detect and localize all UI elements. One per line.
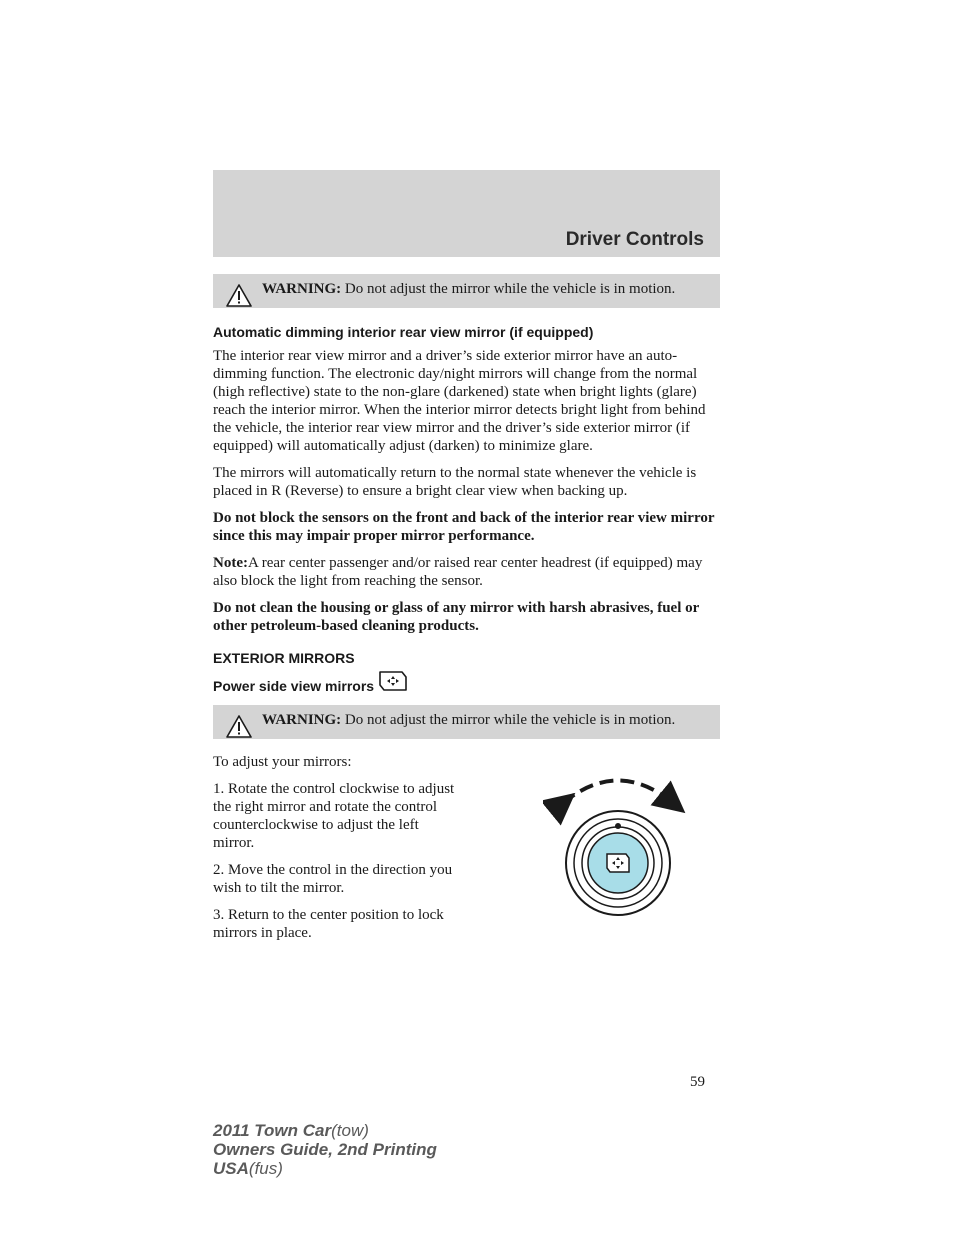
footer-line-3 xyxy=(213,1159,437,1178)
power-mirrors-heading: Power side view mirrors xyxy=(213,678,375,694)
warning-box-2 xyxy=(213,705,720,739)
mirror-control-illustration xyxy=(543,763,693,918)
warning-label: WARNING: xyxy=(262,281,342,297)
footer-region: USA xyxy=(213,1159,249,1178)
instruction-step-3: 3. Return to the center position to lock mirrors in place. xyxy=(213,907,444,941)
sensor-caution: Do not block the sensors on the front and back of the interior rear view mirror since this may impair proper mirror performance. xyxy=(213,510,715,544)
auto-dimming-paragraph-2: The mirrors will automatically return to the normal state whenever the vehicle is placed in R (Reverse) to ensure a bright clear view when backing up. xyxy=(213,465,697,499)
footer-printing: Owners Guide, 2nd Printing xyxy=(213,1140,437,1159)
warning-triangle-icon xyxy=(226,284,252,307)
power-mirrors-heading-row xyxy=(213,677,720,695)
instructions xyxy=(213,753,720,942)
page-number: 59 xyxy=(690,1074,705,1090)
note-paragraph xyxy=(213,554,720,590)
instruction-step-1: 1. Rotate the control clockwise to adjust the right mirror and rotate the control counterclockwise to adjust the left mirror. xyxy=(213,781,455,851)
header-band xyxy=(213,170,720,257)
document-footer xyxy=(213,1121,437,1178)
footer-line-1 xyxy=(213,1121,437,1140)
footer-region-code: (fus) xyxy=(248,1159,283,1178)
warning-text: Do not adjust the mirror while the vehicle is in motion. xyxy=(344,712,676,728)
mirror-adjust-icon xyxy=(378,669,408,693)
auto-dimming-paragraph-1: The interior rear view mirror and a driver’s side exterior mirror have an auto-dimming function. The electronic day/night mirrors will change from the normal (high reflective) state to the non-glare (darkened) state when bright lights (glare) reach the interior mirror. When the interior mirror detects bright light from behind the vehicle, the interior rear view mirror and the driver’s side exterior mirror (if equipped) will automatically adjust (darken) to minimize glare. xyxy=(213,348,706,454)
note-label: Note: xyxy=(213,555,248,571)
cleaning-caution: Do not clean the housing or glass of any mirror with harsh abrasives, fuel or other petroleum-based cleaning products. xyxy=(213,600,699,634)
page-content xyxy=(213,274,720,951)
warning-label: WARNING: xyxy=(262,712,342,728)
footer-model-code: (tow) xyxy=(331,1121,369,1140)
warning-triangle-icon xyxy=(226,715,252,738)
footer-line-2 xyxy=(213,1140,437,1159)
instructions-intro: To adjust your mirrors: xyxy=(213,754,352,770)
section-title: Driver Controls xyxy=(565,229,704,250)
warning-text: Do not adjust the mirror while the vehicle is in motion. xyxy=(344,281,676,297)
auto-dimming-heading: Automatic dimming interior rear view mirror (if equipped) xyxy=(213,324,594,340)
instruction-step-2: 2. Move the control in the direction you wish to tilt the mirror. xyxy=(213,862,453,896)
footer-model: 2011 Town Car xyxy=(213,1121,332,1140)
warning-box xyxy=(213,274,720,308)
exterior-mirrors-heading: EXTERIOR MIRRORS xyxy=(213,650,355,666)
note-text: A rear center passenger and/or raised rear center headrest (if equipped) may also block the light from reaching the sensor. xyxy=(213,555,703,589)
